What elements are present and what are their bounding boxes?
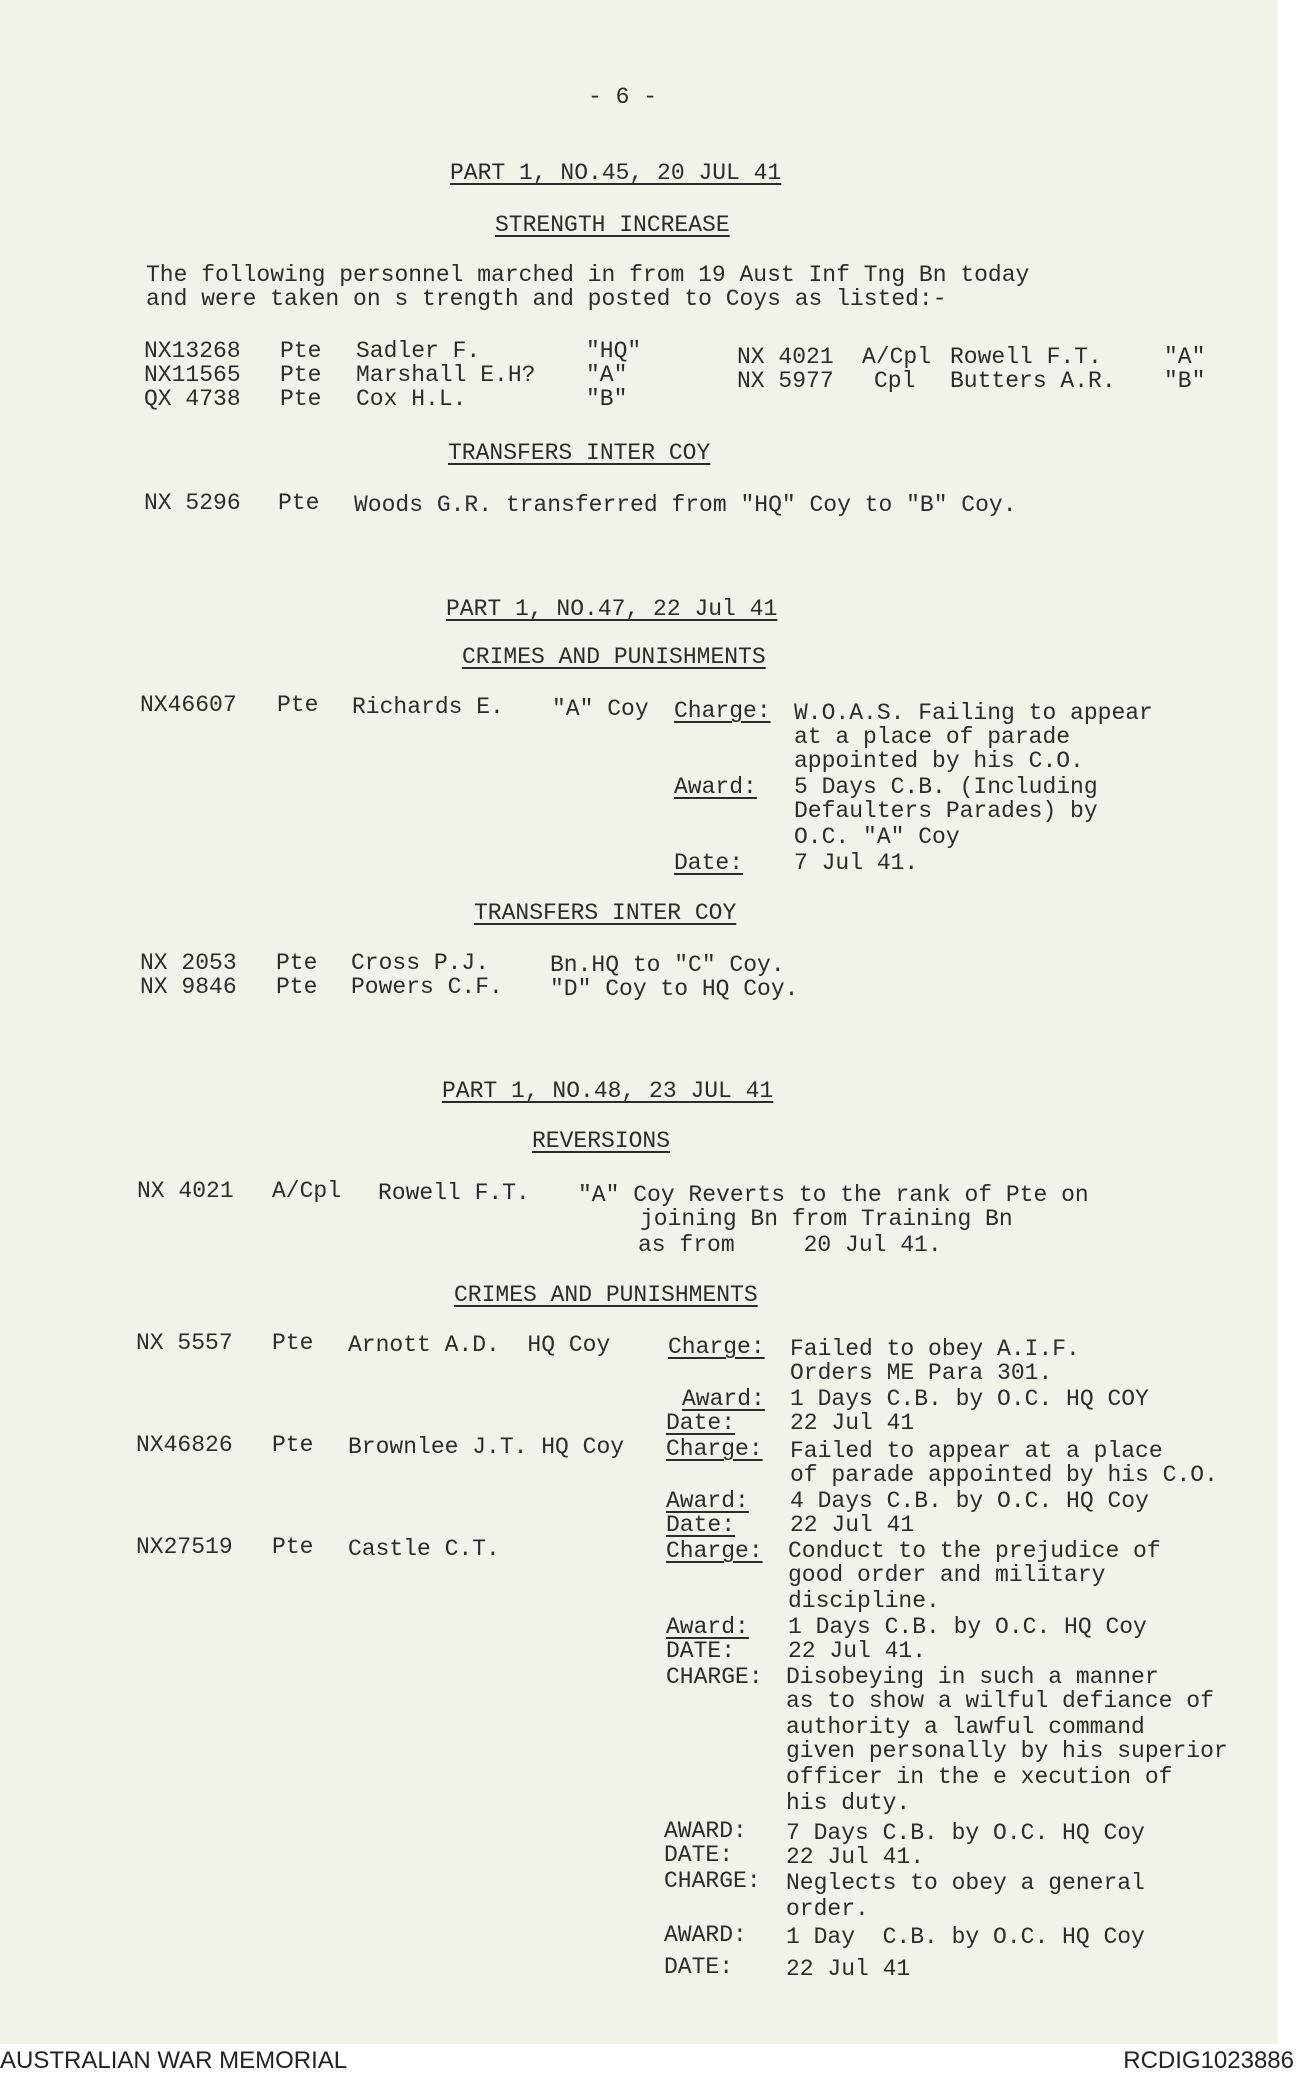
page-edge: [1278, 0, 1302, 2044]
award-value: 1 Days C.B. by O.C. HQ Coy: [788, 1614, 1147, 1640]
service-number: NX 4021: [137, 1178, 234, 1204]
rank: A/Cpl: [272, 1178, 342, 1204]
intro-line-1: The following personnel marched in from 19 Aust Inf Tng Bn today: [146, 262, 1030, 288]
charge-label: CHARGE:: [666, 1664, 763, 1690]
date-value: 22 Jul 41.: [786, 1844, 925, 1870]
person-name: Cross P.J.: [351, 950, 490, 976]
heading-crimes-1: CRIMES AND PUNISHMENTS: [462, 644, 766, 670]
rank: Pte: [278, 490, 320, 516]
award-line: Defaulters Parades) by: [794, 798, 1098, 824]
rank: Pte: [277, 692, 319, 718]
transfer-text: Woods G.R. transferred from "HQ" Coy to "B" Coy.: [354, 492, 1017, 518]
charge-label: Charge:: [666, 1538, 763, 1564]
heading-crimes-2: CRIMES AND PUNISHMENTS: [454, 1282, 758, 1308]
date-label: DATE:: [664, 1954, 734, 1980]
person-name: Rowell F.T.: [378, 1180, 530, 1206]
person-name: Richards E.: [352, 694, 504, 720]
date-value: 22 Jul 41: [790, 1410, 915, 1436]
charge-line: appointed by his C.O.: [794, 748, 1084, 774]
reversion-line: joining Bn from Training Bn: [640, 1206, 1013, 1232]
company: "A": [1164, 344, 1206, 370]
rank: Pte: [272, 1534, 314, 1560]
charge-line: officer in the e xecution of: [786, 1764, 1173, 1790]
person-name: Cox H.L.: [356, 386, 467, 412]
service-number: NX46607: [140, 692, 237, 718]
rank: A/Cpl: [862, 344, 932, 370]
section-title-45: PART 1, NO.45, 20 JUL 41: [450, 160, 782, 186]
charge-line: Orders ME Para 301.: [790, 1360, 1053, 1386]
reversion-line: "A" Coy Reverts to the rank of Pte on: [578, 1182, 1089, 1208]
charge-line: Neglects to obey a general: [786, 1870, 1145, 1896]
rank: Pte: [280, 362, 322, 388]
service-number: NX 5296: [144, 490, 241, 516]
award-label: Award:: [674, 774, 757, 800]
award-value: 7 Days C.B. by O.C. HQ Coy: [786, 1820, 1145, 1846]
rank: Pte: [280, 338, 322, 364]
rank: Cpl: [874, 368, 916, 394]
charge-line: as to show a wilful defiance of: [786, 1688, 1214, 1714]
charge-line: Failed to appear at a place: [790, 1438, 1163, 1464]
heading-reversions: REVERSIONS: [532, 1128, 671, 1154]
award-value: 4 Days C.B. by O.C. HQ Coy: [790, 1488, 1149, 1514]
company: "B": [586, 386, 628, 412]
section-title-47: PART 1, NO.47, 22 Jul 41: [446, 596, 778, 622]
date-value: 22 Jul 41: [786, 1956, 911, 1982]
award-label: Award:: [666, 1614, 749, 1640]
section-title-48: PART 1, NO.48, 23 JUL 41: [442, 1078, 774, 1104]
footer-archive-name: AUSTRALIAN WAR MEMORIAL: [0, 2047, 348, 2074]
charge-label: Charge:: [666, 1436, 763, 1462]
reversion-line: as from 20 Jul 41.: [638, 1232, 942, 1258]
transfer-text: "D" Coy to HQ Coy.: [550, 976, 799, 1002]
award-label: AWARD:: [664, 1922, 747, 1948]
company: "HQ": [586, 338, 642, 364]
rank: Pte: [272, 1432, 314, 1458]
award-label: AWARD:: [664, 1818, 747, 1844]
rank: Pte: [272, 1330, 314, 1356]
charge-line: of parade appointed by his C.O.: [790, 1462, 1218, 1488]
person-name: Castle C.T.: [348, 1536, 500, 1562]
service-number: NX 4021: [737, 344, 834, 370]
charge-line: Disobeying in such a manner: [786, 1664, 1159, 1690]
service-number: NX 5557: [136, 1330, 233, 1356]
service-number: NX27519: [136, 1534, 233, 1560]
charge-line: authority a lawful command: [786, 1714, 1145, 1740]
person-name: Brownlee J.T. HQ Coy: [348, 1434, 625, 1460]
date-label: Date:: [666, 1410, 736, 1436]
service-number: NX 2053: [140, 950, 237, 976]
footer-record-id: RCDIG1023886: [1123, 2047, 1294, 2074]
person-name: Arnott A.D. HQ Coy: [348, 1332, 611, 1358]
heading-transfers-1: TRANSFERS INTER COY: [448, 440, 711, 466]
person-name: Powers C.F.: [351, 974, 503, 1000]
service-number: NX11565: [144, 362, 241, 388]
transfer-text: Bn.HQ to "C" Coy.: [550, 952, 785, 978]
rank: Pte: [280, 386, 322, 412]
charge-label: CHARGE:: [664, 1868, 761, 1894]
charge-label: Charge:: [668, 1334, 765, 1360]
charge-line: good order and military: [788, 1562, 1106, 1588]
charge-line: Failed to obey A.I.F.: [790, 1336, 1080, 1362]
award-line: O.C. "A" Coy: [794, 824, 960, 850]
company: "A": [586, 362, 628, 388]
award-value: 1 Day C.B. by O.C. HQ Coy: [786, 1924, 1145, 1950]
service-number: NX46826: [136, 1432, 233, 1458]
intro-line-2: and were taken on s trength and posted to Coys as listed:-: [146, 286, 947, 312]
date-value: 22 Jul 41: [790, 1512, 915, 1538]
date-label: Date:: [674, 850, 744, 876]
service-number: QX 4738: [144, 386, 241, 412]
company: "A" Coy: [552, 696, 649, 722]
date-label: DATE:: [664, 1842, 734, 1868]
rank: Pte: [276, 950, 318, 976]
person-name: Sadler F.: [356, 338, 481, 364]
charge-line: Conduct to the prejudice of: [788, 1538, 1161, 1564]
charge-label: Charge:: [674, 698, 771, 724]
page-number: - 6 -: [588, 84, 658, 110]
heading-strength-increase: STRENGTH INCREASE: [495, 212, 730, 238]
service-number: NX13268: [144, 338, 241, 364]
service-number: NX 5977: [737, 368, 834, 394]
award-label: Award:: [682, 1386, 765, 1412]
rank: Pte: [276, 974, 318, 1000]
charge-line: discipline.: [788, 1588, 940, 1614]
charge-line: order.: [786, 1896, 869, 1922]
date-label: DATE:: [666, 1638, 736, 1664]
charge-line: at a place of parade: [794, 724, 1071, 750]
date-value: 7 Jul 41.: [794, 850, 919, 876]
date-value: 22 Jul 41.: [788, 1638, 927, 1664]
person-name: Rowell F.T.: [950, 344, 1102, 370]
company: "B": [1164, 368, 1206, 394]
person-name: Marshall E.H?: [356, 362, 536, 388]
charge-line: his duty.: [786, 1790, 911, 1816]
person-name: Butters A.R.: [950, 368, 1116, 394]
award-line: 5 Days C.B. (Including: [794, 774, 1098, 800]
heading-transfers-2: TRANSFERS INTER COY: [474, 900, 737, 926]
award-label: Award:: [666, 1488, 749, 1514]
date-label: Date:: [666, 1512, 736, 1538]
charge-line: W.O.A.S. Failing to appear: [794, 700, 1153, 726]
charge-line: given personally by his superior: [786, 1738, 1228, 1764]
award-value: 1 Days C.B. by O.C. HQ COY: [790, 1386, 1149, 1412]
service-number: NX 9846: [140, 974, 237, 1000]
